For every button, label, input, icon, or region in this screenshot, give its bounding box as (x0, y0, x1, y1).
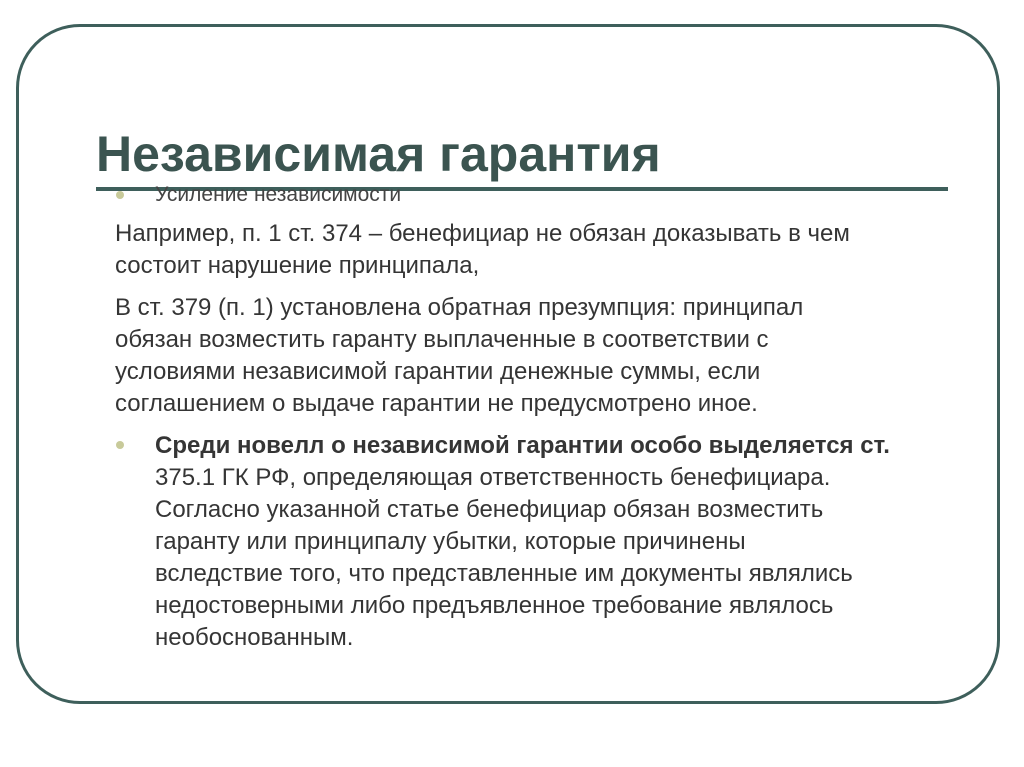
paragraph-2-line: условиями независимой гарантии денежные суммы, если (115, 358, 761, 385)
bullet-item-1 (115, 182, 965, 208)
slide-title: Независимая гарантия (96, 126, 661, 182)
paragraph-2-line: соглашением о выдаче гарантии не предусмотрено иное. (115, 390, 758, 417)
bullet-item-2-line: гаранту или принципалу убытки, которые причинены (155, 528, 746, 555)
bullet-item-2-line: необоснованным. (155, 624, 354, 651)
bullet-item-2-line: 375.1 ГК РФ, определяющая ответственность бенефициара. (155, 464, 831, 491)
bullet-item-2 (115, 430, 965, 654)
paragraph-2-line: В ст. 379 (п. 1) установлена обратная презумпция: принципал (115, 294, 804, 321)
bullet-item-2-line: вследствие того, что представленные им документы являлись (155, 560, 853, 587)
paragraph-1-line: Например, п. 1 ст. 374 – бенефициар не обязан доказывать в чем (115, 220, 850, 247)
paragraph-2-line: обязан возместить гаранту выплаченные в соответствии с (115, 326, 769, 353)
bullet-item-2-bold-line: Среди новелл о независимой гарантии особо выделяется ст. (155, 432, 890, 459)
paragraph-1-line: состоит нарушение принципала, (115, 252, 480, 279)
bullet-item-1-text: Усиление независимости (155, 183, 402, 206)
bullet-dot-icon (116, 191, 124, 199)
bullet-item-2-line: недостоверными либо предъявленное требование являлось (155, 592, 834, 619)
paragraph-2 (115, 292, 965, 420)
bullet-dot-icon (116, 441, 124, 449)
paragraph-1 (115, 218, 965, 282)
bullet-item-2-line: Согласно указанной статье бенефициар обязан возместить (155, 496, 824, 523)
slide-content (115, 182, 965, 654)
